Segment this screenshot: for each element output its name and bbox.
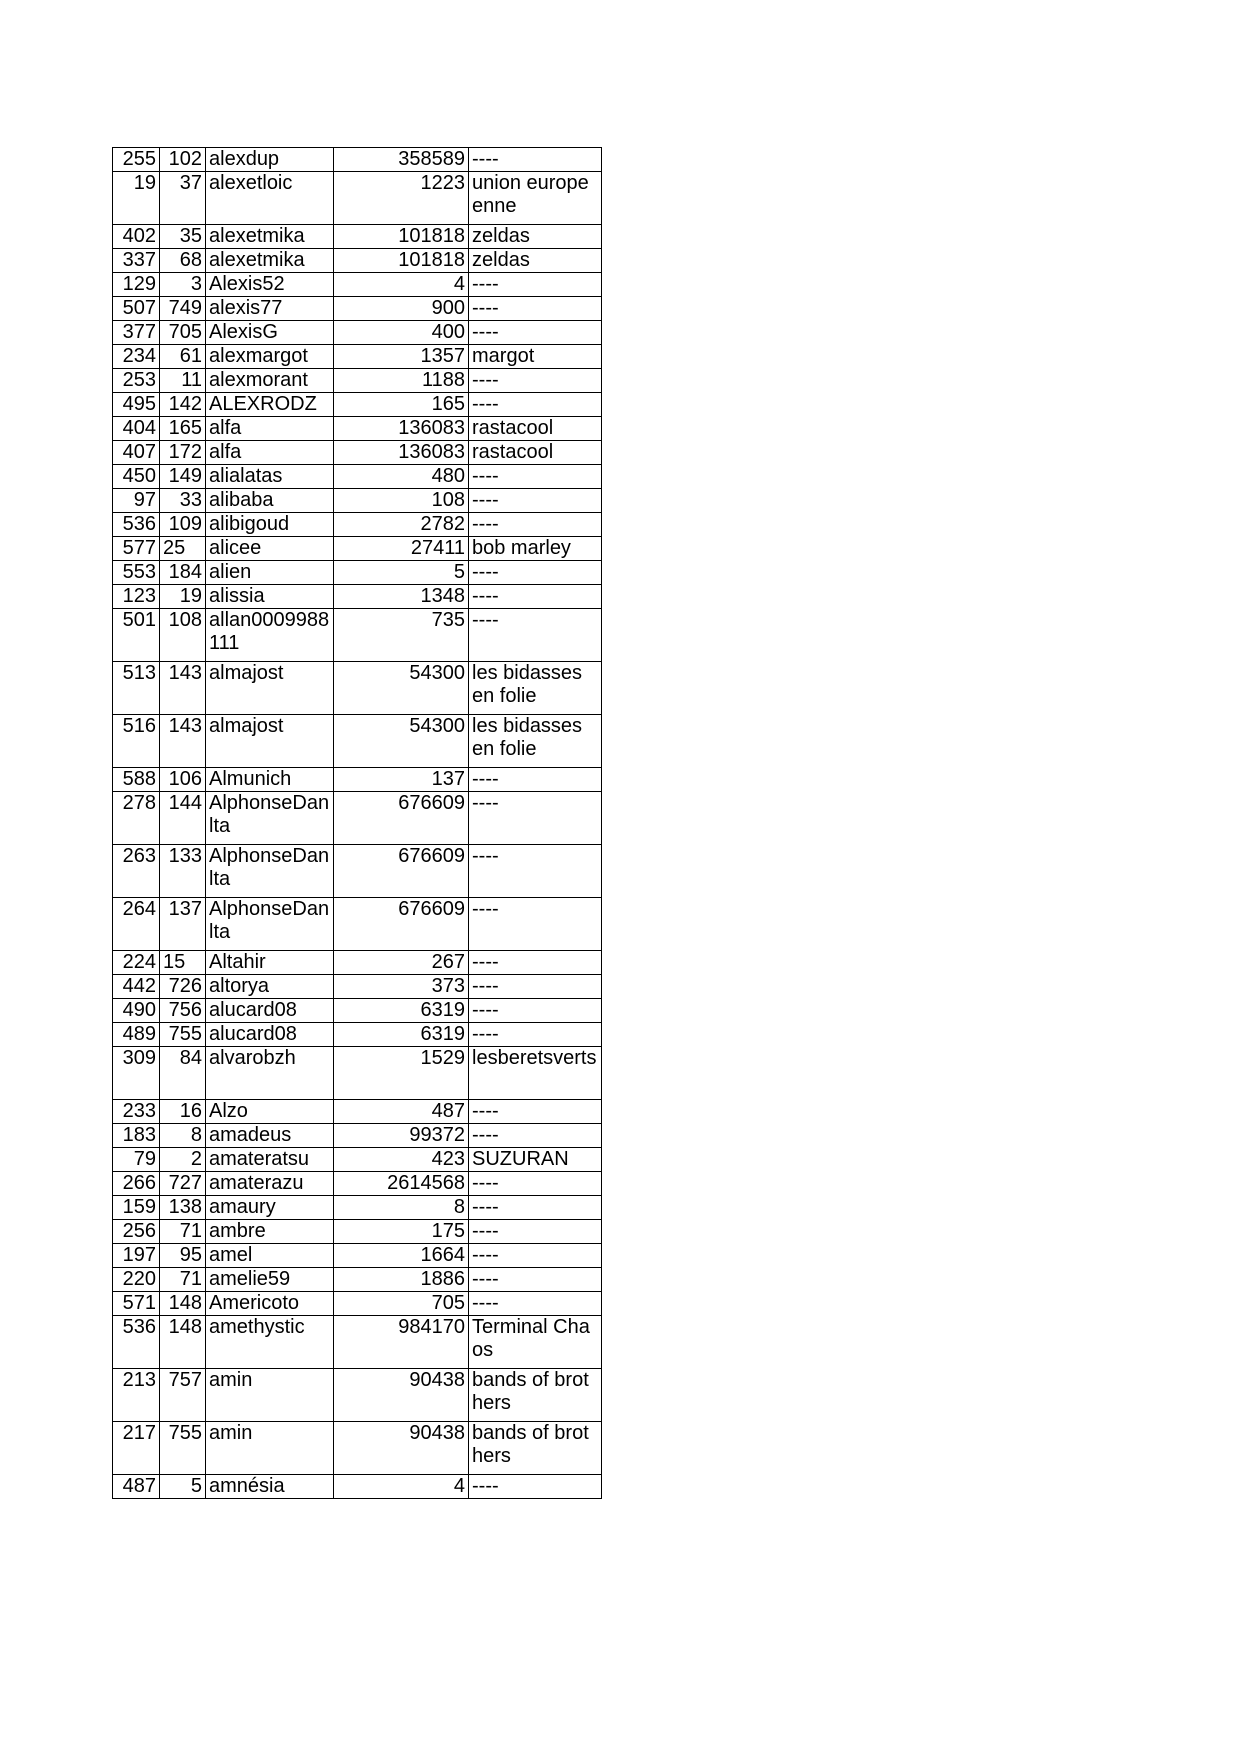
score-cell: 8 [334, 1196, 469, 1220]
id-cell: 19 [160, 585, 206, 609]
team-cell: ---- [469, 513, 602, 537]
score-cell: 99372 [334, 1124, 469, 1148]
score-cell: 1664 [334, 1244, 469, 1268]
id-cell: 33 [160, 489, 206, 513]
team-cell: ---- [469, 845, 602, 898]
id-cell: 749 [160, 297, 206, 321]
score-cell: 1188 [334, 369, 469, 393]
table-row [113, 715, 602, 768]
id-cell: 148 [160, 1316, 206, 1369]
id-cell: 106 [160, 768, 206, 792]
team-cell: ---- [469, 999, 602, 1023]
id-cell: 68 [160, 249, 206, 273]
team-cell: ---- [469, 273, 602, 297]
player-name-cell: alexetmika [206, 225, 334, 249]
score-cell: 705 [334, 1292, 469, 1316]
player-name-cell: alfa [206, 417, 334, 441]
score-cell: 480 [334, 465, 469, 489]
table-row [113, 999, 602, 1023]
table-row [113, 1292, 602, 1316]
team-cell: ---- [469, 768, 602, 792]
player-name-cell: altorya [206, 975, 334, 999]
table-row [113, 585, 602, 609]
id-cell: 25 [160, 537, 206, 561]
team-cell: ---- [469, 1023, 602, 1047]
table-row [113, 393, 602, 417]
score-cell: 676609 [334, 845, 469, 898]
rank-cell: 407 [113, 441, 160, 465]
score-cell: 108 [334, 489, 469, 513]
rank-cell: 571 [113, 1292, 160, 1316]
rank-cell: 183 [113, 1124, 160, 1148]
score-cell: 1357 [334, 345, 469, 369]
id-cell: 35 [160, 225, 206, 249]
rank-cell: 309 [113, 1047, 160, 1100]
id-cell: 184 [160, 561, 206, 585]
table-row [113, 465, 602, 489]
table-row [113, 609, 602, 662]
id-cell: 727 [160, 1172, 206, 1196]
rank-cell: 536 [113, 1316, 160, 1369]
rank-cell: 495 [113, 393, 160, 417]
id-cell: 84 [160, 1047, 206, 1100]
id-cell: 133 [160, 845, 206, 898]
id-cell: 756 [160, 999, 206, 1023]
team-cell: bands of brothers [469, 1422, 602, 1475]
id-cell: 15 [160, 951, 206, 975]
id-cell: 149 [160, 465, 206, 489]
rank-cell: 490 [113, 999, 160, 1023]
player-name-cell: almajost [206, 662, 334, 715]
score-cell: 1886 [334, 1268, 469, 1292]
id-cell: 726 [160, 975, 206, 999]
team-cell: ---- [469, 369, 602, 393]
player-name-cell: alibigoud [206, 513, 334, 537]
id-cell: 61 [160, 345, 206, 369]
id-cell: 95 [160, 1244, 206, 1268]
table-row [113, 898, 602, 951]
player-name-cell: Alzo [206, 1100, 334, 1124]
team-cell: ---- [469, 1124, 602, 1148]
player-name-cell: alexetloic [206, 172, 334, 225]
player-name-cell: alissia [206, 585, 334, 609]
team-cell: ---- [469, 1196, 602, 1220]
team-cell: ---- [469, 792, 602, 845]
player-name-cell: alucard08 [206, 999, 334, 1023]
id-cell: 138 [160, 1196, 206, 1220]
team-cell: ---- [469, 1475, 602, 1499]
score-cell: 735 [334, 609, 469, 662]
team-cell: ---- [469, 297, 602, 321]
score-cell: 2614568 [334, 1172, 469, 1196]
player-name-cell: amaury [206, 1196, 334, 1220]
team-cell: ---- [469, 1292, 602, 1316]
rank-cell: 197 [113, 1244, 160, 1268]
rank-cell: 217 [113, 1422, 160, 1475]
team-cell: rastacool [469, 441, 602, 465]
table-row [113, 662, 602, 715]
table-row [113, 345, 602, 369]
table-row [113, 148, 602, 172]
id-cell: 8 [160, 1124, 206, 1148]
score-cell: 358589 [334, 148, 469, 172]
table-row [113, 561, 602, 585]
id-cell: 37 [160, 172, 206, 225]
id-cell: 755 [160, 1023, 206, 1047]
team-cell: ---- [469, 975, 602, 999]
team-cell: Terminal Chaos [469, 1316, 602, 1369]
rank-cell: 256 [113, 1220, 160, 1244]
player-name-cell: almajost [206, 715, 334, 768]
score-cell: 1529 [334, 1047, 469, 1100]
id-cell: 5 [160, 1475, 206, 1499]
score-cell: 27411 [334, 537, 469, 561]
rank-cell: 516 [113, 715, 160, 768]
table-row [113, 537, 602, 561]
id-cell: 71 [160, 1220, 206, 1244]
team-cell: zeldas [469, 225, 602, 249]
player-name-cell: alicee [206, 537, 334, 561]
rank-cell: 79 [113, 1148, 160, 1172]
team-cell: ---- [469, 393, 602, 417]
team-cell: les bidasses en folie [469, 662, 602, 715]
player-name-cell: amin [206, 1422, 334, 1475]
score-cell: 676609 [334, 792, 469, 845]
score-cell: 2782 [334, 513, 469, 537]
table-row [113, 249, 602, 273]
table-row [113, 1124, 602, 1148]
table-row [113, 172, 602, 225]
team-cell: ---- [469, 561, 602, 585]
score-cell: 6319 [334, 999, 469, 1023]
rank-cell: 233 [113, 1100, 160, 1124]
table-row [113, 1100, 602, 1124]
player-name-cell: alibaba [206, 489, 334, 513]
id-cell: 165 [160, 417, 206, 441]
player-name-cell: Almunich [206, 768, 334, 792]
rank-cell: 553 [113, 561, 160, 585]
score-cell: 423 [334, 1148, 469, 1172]
id-cell: 143 [160, 662, 206, 715]
player-name-cell: amadeus [206, 1124, 334, 1148]
score-cell: 5 [334, 561, 469, 585]
rank-cell: 278 [113, 792, 160, 845]
table-row [113, 513, 602, 537]
rank-cell: 253 [113, 369, 160, 393]
score-cell: 175 [334, 1220, 469, 1244]
player-name-cell: ambre [206, 1220, 334, 1244]
player-name-cell: Altahir [206, 951, 334, 975]
player-name-cell: amelie59 [206, 1268, 334, 1292]
team-cell: les bidasses en folie [469, 715, 602, 768]
team-cell: lesberetsverts [469, 1047, 602, 1100]
table-row [113, 369, 602, 393]
rank-cell: 513 [113, 662, 160, 715]
score-cell: 101818 [334, 225, 469, 249]
team-cell: ---- [469, 1100, 602, 1124]
player-name-cell: AlexisG [206, 321, 334, 345]
id-cell: 755 [160, 1422, 206, 1475]
score-cell: 101818 [334, 249, 469, 273]
table-row [113, 297, 602, 321]
player-name-cell: alexdup [206, 148, 334, 172]
player-name-cell: amnésia [206, 1475, 334, 1499]
table-row [113, 1047, 602, 1100]
table-row [113, 273, 602, 297]
player-name-cell: AlphonseDanlta [206, 845, 334, 898]
table-row [113, 1422, 602, 1475]
team-cell: ---- [469, 1268, 602, 1292]
id-cell: 102 [160, 148, 206, 172]
rank-cell: 220 [113, 1268, 160, 1292]
rank-cell: 97 [113, 489, 160, 513]
rank-cell: 266 [113, 1172, 160, 1196]
table-row [113, 417, 602, 441]
id-cell: 172 [160, 441, 206, 465]
player-name-cell: ALEXRODZ [206, 393, 334, 417]
score-cell: 165 [334, 393, 469, 417]
table-row [113, 321, 602, 345]
id-cell: 71 [160, 1268, 206, 1292]
rank-cell: 19 [113, 172, 160, 225]
team-cell: bob marley [469, 537, 602, 561]
table-row [113, 975, 602, 999]
score-cell: 54300 [334, 662, 469, 715]
table-row [113, 1220, 602, 1244]
id-cell: 142 [160, 393, 206, 417]
score-cell: 900 [334, 297, 469, 321]
team-cell: ---- [469, 1220, 602, 1244]
rank-cell: 123 [113, 585, 160, 609]
player-name-cell: AlphonseDanlta [206, 792, 334, 845]
table-row [113, 441, 602, 465]
rank-cell: 501 [113, 609, 160, 662]
rank-cell: 588 [113, 768, 160, 792]
player-name-cell: alvarobzh [206, 1047, 334, 1100]
player-name-cell: Americoto [206, 1292, 334, 1316]
score-cell: 676609 [334, 898, 469, 951]
score-cell: 1223 [334, 172, 469, 225]
score-cell: 373 [334, 975, 469, 999]
id-cell: 705 [160, 321, 206, 345]
id-cell: 757 [160, 1369, 206, 1422]
rank-cell: 129 [113, 273, 160, 297]
player-name-cell: alfa [206, 441, 334, 465]
rank-cell: 263 [113, 845, 160, 898]
rank-cell: 234 [113, 345, 160, 369]
table-row [113, 1268, 602, 1292]
id-cell: 148 [160, 1292, 206, 1316]
table-row [113, 489, 602, 513]
table-row [113, 1316, 602, 1369]
score-cell: 90438 [334, 1422, 469, 1475]
player-name-cell: amethystic [206, 1316, 334, 1369]
id-cell: 11 [160, 369, 206, 393]
team-cell: ---- [469, 148, 602, 172]
player-name-cell: Alexis52 [206, 273, 334, 297]
score-cell: 267 [334, 951, 469, 975]
rank-cell: 450 [113, 465, 160, 489]
score-table [112, 147, 602, 1499]
table-row [113, 951, 602, 975]
team-cell: zeldas [469, 249, 602, 273]
score-cell: 984170 [334, 1316, 469, 1369]
player-name-cell: amaterazu [206, 1172, 334, 1196]
team-cell: SUZURAN [469, 1148, 602, 1172]
player-name-cell: alien [206, 561, 334, 585]
team-cell: ---- [469, 585, 602, 609]
player-name-cell: AlphonseDanlta [206, 898, 334, 951]
team-cell: rastacool [469, 417, 602, 441]
rank-cell: 213 [113, 1369, 160, 1422]
rank-cell: 487 [113, 1475, 160, 1499]
team-cell: margot [469, 345, 602, 369]
player-name-cell: alexis77 [206, 297, 334, 321]
id-cell: 108 [160, 609, 206, 662]
team-cell: ---- [469, 465, 602, 489]
rank-cell: 402 [113, 225, 160, 249]
table-row [113, 1475, 602, 1499]
team-cell: ---- [469, 1172, 602, 1196]
score-cell: 137 [334, 768, 469, 792]
rank-cell: 159 [113, 1196, 160, 1220]
score-cell: 487 [334, 1100, 469, 1124]
table-row [113, 1196, 602, 1220]
rank-cell: 377 [113, 321, 160, 345]
team-cell: ---- [469, 321, 602, 345]
rank-cell: 337 [113, 249, 160, 273]
team-cell: ---- [469, 1244, 602, 1268]
player-name-cell: alexmargot [206, 345, 334, 369]
table-row [113, 792, 602, 845]
id-cell: 2 [160, 1148, 206, 1172]
player-name-cell: amateratsu [206, 1148, 334, 1172]
player-name-cell: allan0009988111 [206, 609, 334, 662]
table-row [113, 845, 602, 898]
table-row [113, 225, 602, 249]
score-cell: 136083 [334, 441, 469, 465]
team-cell: union europeenne [469, 172, 602, 225]
table-row [113, 768, 602, 792]
table-row [113, 1244, 602, 1268]
id-cell: 137 [160, 898, 206, 951]
id-cell: 3 [160, 273, 206, 297]
id-cell: 144 [160, 792, 206, 845]
player-name-cell: alexmorant [206, 369, 334, 393]
player-name-cell: amel [206, 1244, 334, 1268]
id-cell: 109 [160, 513, 206, 537]
team-cell: ---- [469, 951, 602, 975]
player-name-cell: amin [206, 1369, 334, 1422]
score-cell: 1348 [334, 585, 469, 609]
id-cell: 143 [160, 715, 206, 768]
score-cell: 4 [334, 273, 469, 297]
player-name-cell: alucard08 [206, 1023, 334, 1047]
team-cell: ---- [469, 609, 602, 662]
rank-cell: 507 [113, 297, 160, 321]
score-cell: 54300 [334, 715, 469, 768]
rank-cell: 255 [113, 148, 160, 172]
table-row [113, 1023, 602, 1047]
score-cell: 400 [334, 321, 469, 345]
score-cell: 4 [334, 1475, 469, 1499]
team-cell: ---- [469, 898, 602, 951]
team-cell: bands of brothers [469, 1369, 602, 1422]
rank-cell: 536 [113, 513, 160, 537]
rank-cell: 442 [113, 975, 160, 999]
table-row [113, 1148, 602, 1172]
rank-cell: 224 [113, 951, 160, 975]
rank-cell: 577 [113, 537, 160, 561]
id-cell: 16 [160, 1100, 206, 1124]
player-name-cell: alialatas [206, 465, 334, 489]
rank-cell: 404 [113, 417, 160, 441]
rank-cell: 489 [113, 1023, 160, 1047]
team-cell: ---- [469, 489, 602, 513]
score-cell: 136083 [334, 417, 469, 441]
score-cell: 90438 [334, 1369, 469, 1422]
player-name-cell: alexetmika [206, 249, 334, 273]
score-cell: 6319 [334, 1023, 469, 1047]
table-row [113, 1369, 602, 1422]
rank-cell: 264 [113, 898, 160, 951]
table-row [113, 1172, 602, 1196]
